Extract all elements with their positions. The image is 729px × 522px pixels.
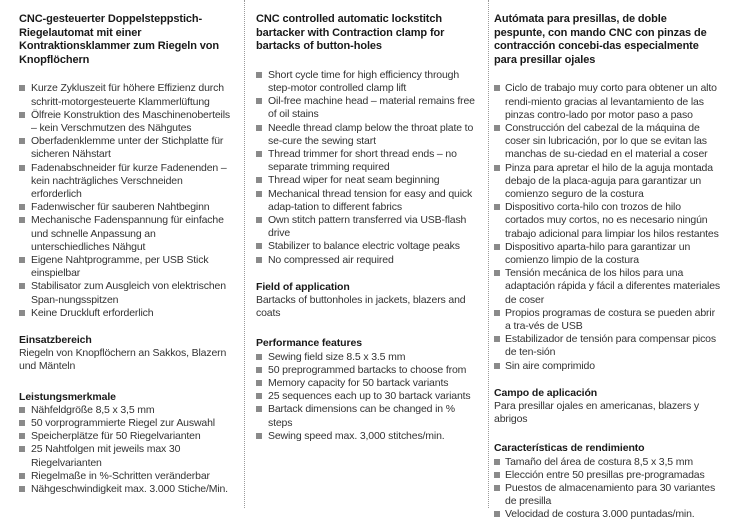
list-item xyxy=(494,82,721,122)
square-bullet-icon xyxy=(19,420,25,426)
list-item xyxy=(19,430,236,443)
square-bullet-icon xyxy=(256,151,262,157)
list-item-text: Kurze Zykluszeit für höhere Effizienz durch schritt-motorgesteuerte Klammerlüftung xyxy=(31,82,224,108)
list-item-text: Thread trimmer for short thread ends – no separate trimming required xyxy=(268,148,457,174)
square-bullet-icon xyxy=(256,72,262,78)
application-text: Bartacks of buttonholes in jackets, blazers and coats xyxy=(256,294,466,320)
list-item-text: Tamaño del área de costura 8,5 x 3,5 mm xyxy=(505,455,693,468)
square-bullet-icon xyxy=(494,459,500,465)
list-item-text: Stabilizer to balance electric voltage peaks xyxy=(268,240,460,253)
list-item xyxy=(19,443,236,469)
list-item xyxy=(19,82,236,108)
section-title-application: Field of application xyxy=(256,280,350,293)
section-title-application: Campo de aplicación xyxy=(494,386,598,399)
square-bullet-icon xyxy=(256,380,262,386)
list-item-text: Mechanical thread tension for easy and quick adap-tation to different fabrics xyxy=(268,187,473,213)
list-item xyxy=(256,351,480,364)
list-item-text: Dispositivo corta-hilo con trozos de hilo cortados muy cortos, no es necesario ningún trabajo adicional para limpiar los hilos restantes xyxy=(505,201,719,240)
square-bullet-icon xyxy=(19,138,25,144)
list-item-text: Own stitch pattern transferred via USB-flash drive xyxy=(268,214,467,240)
feature-list xyxy=(494,82,721,372)
square-bullet-icon xyxy=(494,244,500,250)
list-item-text: Tensión mecánica de los hilos para una adaptación rápida y fácil a diferentes materiales de coser xyxy=(505,267,721,306)
square-bullet-icon xyxy=(256,177,262,183)
intro-heading: CNC-gesteuerter Doppelsteppstich-Riegelautomat mit einer Kontraktionsklammer zum Riegeln von Knopflöchern xyxy=(19,13,220,66)
section-title-application: Einsatzbereich xyxy=(19,334,92,347)
list-item xyxy=(19,307,236,320)
list-item xyxy=(494,360,721,373)
list-item xyxy=(256,240,480,253)
square-bullet-icon xyxy=(19,257,25,263)
list-item-text: Ölfreie Konstruktion des Maschinenoberteils – kein Verschmutzen des Nähgutes xyxy=(31,108,230,134)
list-item-text: Stabilisator zum Ausgleich von elektrischen Span-nungsspitzen xyxy=(31,280,226,306)
list-item xyxy=(494,469,721,482)
column-english xyxy=(244,0,488,508)
list-item-text: 25 Nahtfolgen mit jeweils max 30 Riegelvarianten xyxy=(31,443,181,469)
list-item-text: Speicherplätze für 50 Riegelvarianten xyxy=(31,430,201,443)
list-item-text: Mechanische Fadenspannung für einfache und schnelle Anpassung an unterschiedliches Nähgut xyxy=(31,214,224,253)
list-item xyxy=(19,404,236,417)
square-bullet-icon xyxy=(19,310,25,316)
list-item xyxy=(256,188,480,214)
list-item-text: Eigene Nahtprogramme, per USB Stick einspielbar xyxy=(31,254,209,280)
square-bullet-icon xyxy=(256,406,262,412)
list-item-text: Sin aire comprimido xyxy=(505,359,595,372)
list-item xyxy=(19,109,236,135)
list-item xyxy=(256,122,480,148)
intro-heading: CNC controlled automatic lockstitch bartacker with Contraction clamp for bartacks of button-holes xyxy=(256,13,445,53)
list-item-text: Keine Druckluft erforderlich xyxy=(31,306,154,319)
square-bullet-icon xyxy=(19,433,25,439)
section-title-performance: Leistungsmerkmale xyxy=(19,390,116,403)
square-bullet-icon xyxy=(19,407,25,413)
list-item-text: Fadenabschneider für kurze Fadenenden – kein nachträgliches Verschneiden erforderlich xyxy=(31,161,227,200)
list-item xyxy=(256,403,480,429)
square-bullet-icon xyxy=(494,310,500,316)
square-bullet-icon xyxy=(256,367,262,373)
square-bullet-icon xyxy=(19,446,25,452)
square-bullet-icon xyxy=(256,433,262,439)
list-item xyxy=(256,430,480,443)
square-bullet-icon xyxy=(19,473,25,479)
square-bullet-icon xyxy=(256,125,262,131)
square-bullet-icon xyxy=(494,485,500,491)
list-item-text: Oberfadenklemme unter der Stichplatte für sicheren Nähstart xyxy=(31,135,224,161)
square-bullet-icon xyxy=(19,486,25,492)
square-bullet-icon xyxy=(256,354,262,360)
list-item-text: Oil-free machine head – material remains free of oil stains xyxy=(268,95,475,121)
square-bullet-icon xyxy=(19,165,25,171)
list-item xyxy=(19,483,236,496)
column-spanish xyxy=(488,0,729,521)
square-bullet-icon xyxy=(494,85,500,91)
list-item xyxy=(494,122,721,162)
list-item xyxy=(19,417,236,430)
application-text: Riegeln von Knopflöchern an Sakkos, Blazern und Mänteln xyxy=(19,347,227,373)
square-bullet-icon xyxy=(19,112,25,118)
section-title-performance: Características de rendimiento xyxy=(494,442,645,455)
list-item-text: Pinza para apretar el hilo de la aguja montada debajo de la placa-aguja para garantizar un comienzo seguro de la costura xyxy=(505,161,713,200)
square-bullet-icon xyxy=(494,125,500,131)
list-item xyxy=(256,390,480,403)
list-item-text: Thread wiper for neat seam beginning xyxy=(268,174,440,187)
list-item-text: Construcción del cabezal de la máquina de coser sin lubricación, por lo que se evitan las manchas de su-ciedad en el material a coser xyxy=(505,121,708,161)
list-item xyxy=(256,174,480,187)
feature-list xyxy=(256,69,480,267)
section-title-performance: Performance features xyxy=(256,337,362,350)
list-item xyxy=(19,162,236,202)
list-item xyxy=(256,214,480,240)
performance-list xyxy=(256,351,480,443)
list-item xyxy=(256,95,480,121)
list-item-text: 25 sequences each up to 30 bartack variants xyxy=(268,390,471,403)
list-item xyxy=(256,364,480,377)
square-bullet-icon xyxy=(256,257,262,263)
list-item-text: Puestos de almacenamiento para 30 variantes de presilla xyxy=(505,482,716,508)
list-item-text: Short cycle time for high efficiency through step-motor controlled clamp lift xyxy=(268,68,460,94)
list-item xyxy=(494,508,721,521)
list-item-text: Estabilizador de tensión para compensar picos de ten-sión xyxy=(505,333,716,359)
list-item xyxy=(494,333,721,359)
square-bullet-icon xyxy=(19,204,25,210)
list-item xyxy=(494,241,721,267)
list-item xyxy=(256,377,480,390)
list-item xyxy=(19,135,236,161)
list-item xyxy=(494,307,721,333)
list-item-text: No compressed air required xyxy=(268,253,394,266)
list-item-text: Velocidad de costura 3.000 puntadas/min. xyxy=(505,508,695,521)
square-bullet-icon xyxy=(494,270,500,276)
square-bullet-icon xyxy=(256,98,262,104)
list-item xyxy=(494,482,721,508)
intro-heading: Autómata para presillas, de doble pespunte, con mando CNC con pinzas de contracción concebi-das especialmente para presillar ojales xyxy=(494,13,707,66)
column-german xyxy=(0,0,244,508)
square-bullet-icon xyxy=(494,165,500,171)
square-bullet-icon xyxy=(19,217,25,223)
list-item-text: Nähgeschwindigkeit max. 3.000 Stiche/Min. xyxy=(31,483,228,496)
list-item-text: 50 preprogrammed bartacks to choose from xyxy=(268,363,467,376)
list-item xyxy=(19,280,236,306)
square-bullet-icon xyxy=(494,511,500,517)
list-item-text: Memory capacity for 50 bartack variants xyxy=(268,377,449,390)
square-bullet-icon xyxy=(256,191,262,197)
square-bullet-icon xyxy=(19,85,25,91)
list-item xyxy=(19,254,236,280)
list-item-text: Bartack dimensions can be changed in % steps xyxy=(268,403,455,429)
square-bullet-icon xyxy=(494,472,500,478)
list-item xyxy=(19,214,236,254)
list-item-text: Sewing speed max. 3,000 stitches/min. xyxy=(268,429,445,442)
list-item xyxy=(256,254,480,267)
list-item-text: Sewing field size 8.5 x 3.5 mm xyxy=(268,350,406,363)
square-bullet-icon xyxy=(494,336,500,342)
application-text: Para presillar ojales en americanas, blazers y abrigos xyxy=(494,400,699,426)
list-item xyxy=(494,201,721,241)
list-item xyxy=(494,162,721,202)
list-item-text: Fadenwischer für sauberen Nahtbeginn xyxy=(31,201,210,214)
square-bullet-icon xyxy=(494,204,500,210)
list-item xyxy=(19,201,236,214)
list-item-text: Nähfeldgröße 8,5 x 3,5 mm xyxy=(31,403,155,416)
list-item-text: Dispositivo aparta-hilo para garantizar un comienzo limpio de la costura xyxy=(505,240,691,267)
performance-list xyxy=(494,456,721,522)
square-bullet-icon xyxy=(494,363,500,369)
square-bullet-icon xyxy=(256,217,262,223)
square-bullet-icon xyxy=(256,243,262,249)
list-item xyxy=(256,69,480,95)
list-item-text: Propios programas de costura se pueden abrir a tra-vés de USB xyxy=(505,306,715,333)
list-item-text: Ciclo de trabajo muy corto para obtener un alto rendi-miento gracias al levantamiento de las pinzas contro-lado por motor paso a paso xyxy=(505,82,717,121)
performance-list xyxy=(19,404,236,496)
list-item xyxy=(256,148,480,174)
feature-list xyxy=(19,82,236,320)
square-bullet-icon xyxy=(256,393,262,399)
list-item-text: 50 vorprogrammierte Riegel zur Auswahl xyxy=(31,417,215,430)
list-item xyxy=(19,470,236,483)
square-bullet-icon xyxy=(19,283,25,289)
list-item-text: Needle thread clamp below the throat plate to se-cure the sewing start xyxy=(268,121,474,147)
list-item-text: Riegelmaße in %-Schritten veränderbar xyxy=(31,469,210,482)
list-item-text: Elección entre 50 presillas pre-programadas xyxy=(505,468,705,481)
list-item xyxy=(494,267,721,307)
list-item xyxy=(494,456,721,469)
